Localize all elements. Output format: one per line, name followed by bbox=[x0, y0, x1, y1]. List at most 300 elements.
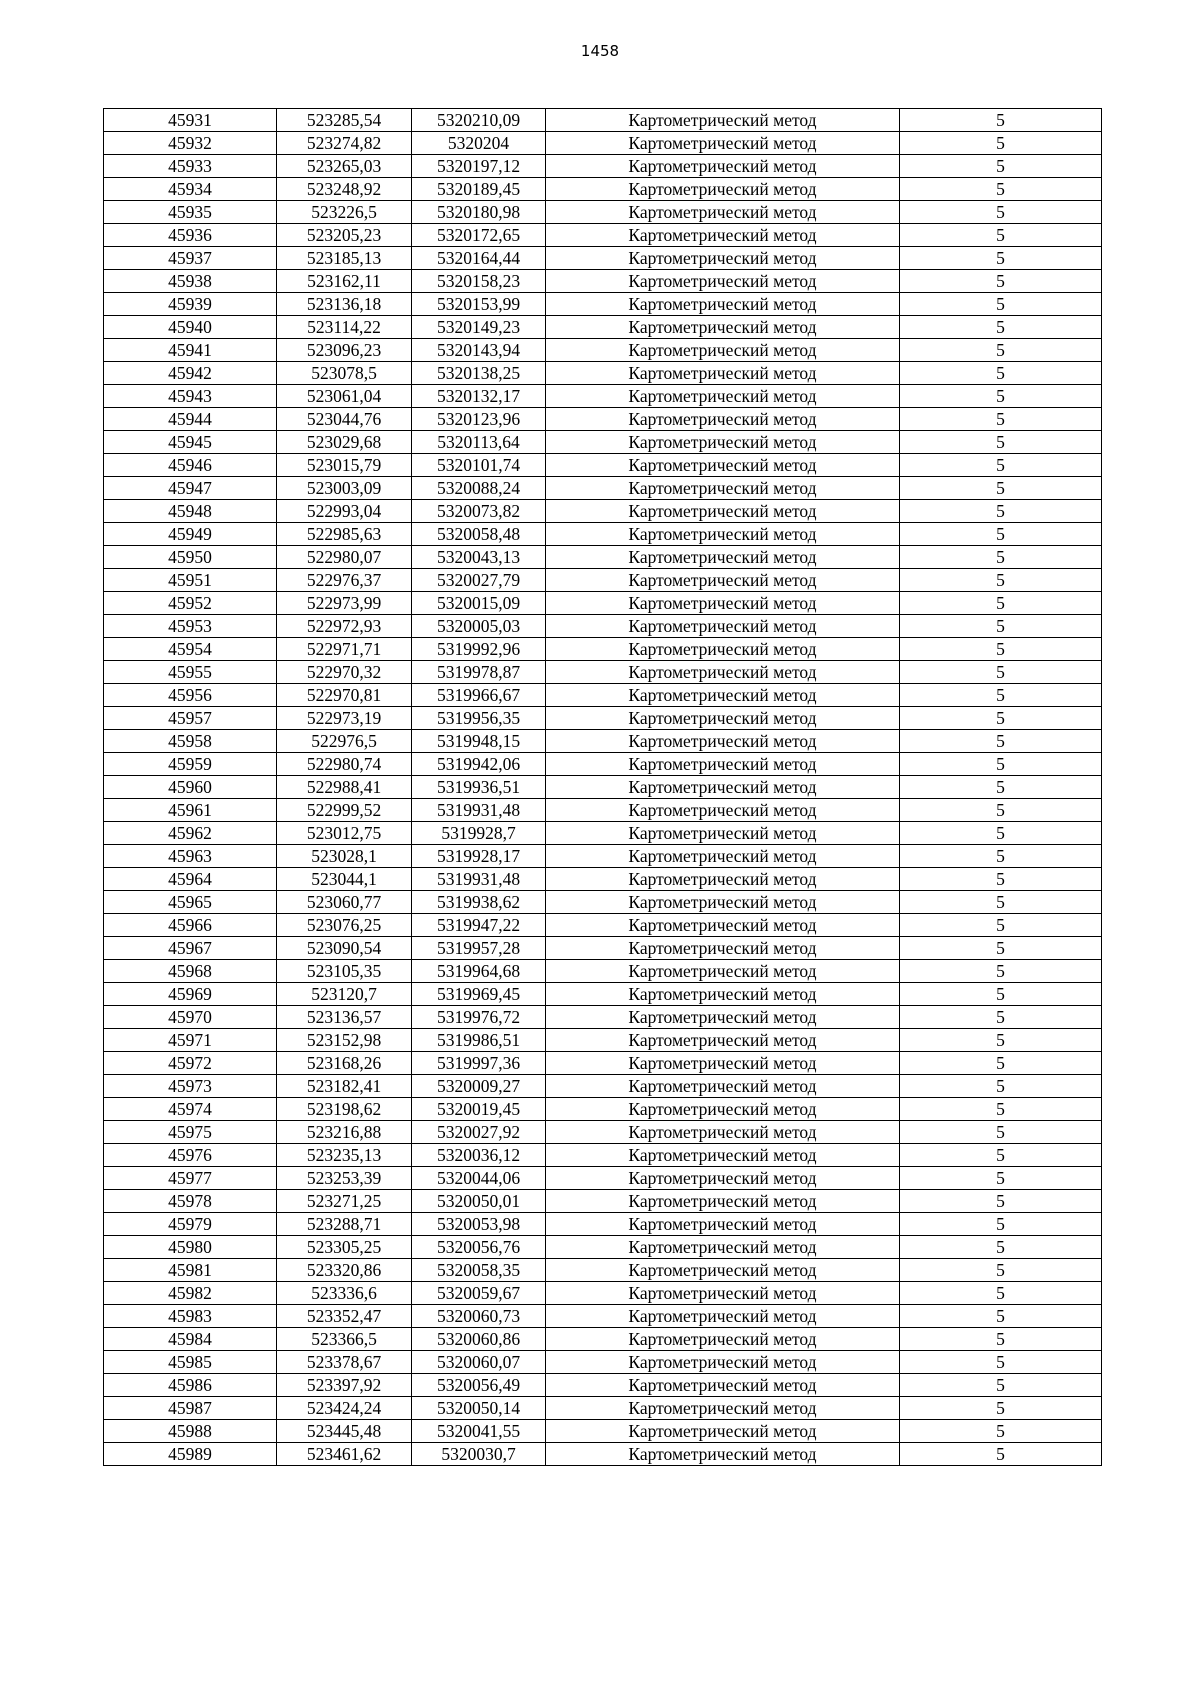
accuracy-cell: 5 bbox=[900, 960, 1102, 983]
table-row bbox=[104, 753, 1102, 776]
table-row bbox=[104, 477, 1102, 500]
table-row bbox=[104, 408, 1102, 431]
y-coordinate-cell: 5320056,76 bbox=[412, 1236, 546, 1259]
point-number-cell: 45943 bbox=[104, 385, 277, 408]
x-coordinate-cell: 522976,37 bbox=[277, 569, 412, 592]
accuracy-cell: 5 bbox=[900, 569, 1102, 592]
method-cell: Картометрический метод bbox=[546, 1259, 900, 1282]
method-cell: Картометрический метод bbox=[546, 546, 900, 569]
y-coordinate-cell: 5320189,45 bbox=[412, 178, 546, 201]
y-coordinate-cell: 5320050,14 bbox=[412, 1397, 546, 1420]
accuracy-cell: 5 bbox=[900, 1305, 1102, 1328]
method-cell: Картометрический метод bbox=[546, 1374, 900, 1397]
accuracy-cell: 5 bbox=[900, 1190, 1102, 1213]
accuracy-cell: 5 bbox=[900, 477, 1102, 500]
accuracy-cell: 5 bbox=[900, 983, 1102, 1006]
y-coordinate-cell: 5320153,99 bbox=[412, 293, 546, 316]
method-cell: Картометрический метод bbox=[546, 776, 900, 799]
y-coordinate-cell: 5320036,12 bbox=[412, 1144, 546, 1167]
point-number-cell: 45942 bbox=[104, 362, 277, 385]
y-coordinate-cell: 5320138,25 bbox=[412, 362, 546, 385]
table-row bbox=[104, 960, 1102, 983]
point-number-cell: 45935 bbox=[104, 201, 277, 224]
table-row bbox=[104, 1213, 1102, 1236]
x-coordinate-cell: 523336,6 bbox=[277, 1282, 412, 1305]
accuracy-cell: 5 bbox=[900, 339, 1102, 362]
table-row bbox=[104, 385, 1102, 408]
method-cell: Картометрический метод bbox=[546, 339, 900, 362]
table-row bbox=[104, 339, 1102, 362]
accuracy-cell: 5 bbox=[900, 178, 1102, 201]
point-number-cell: 45956 bbox=[104, 684, 277, 707]
method-cell: Картометрический метод bbox=[546, 1167, 900, 1190]
point-number-cell: 45987 bbox=[104, 1397, 277, 1420]
table-row bbox=[104, 592, 1102, 615]
table-row bbox=[104, 730, 1102, 753]
coordinates-table-body bbox=[104, 109, 1102, 1466]
point-number-cell: 45958 bbox=[104, 730, 277, 753]
point-number-cell: 45985 bbox=[104, 1351, 277, 1374]
point-number-cell: 45931 bbox=[104, 109, 277, 132]
x-coordinate-cell: 523248,92 bbox=[277, 178, 412, 201]
method-cell: Картометрический метод bbox=[546, 1029, 900, 1052]
y-coordinate-cell: 5320158,23 bbox=[412, 270, 546, 293]
accuracy-cell: 5 bbox=[900, 799, 1102, 822]
y-coordinate-cell: 5319992,96 bbox=[412, 638, 546, 661]
y-coordinate-cell: 5320210,09 bbox=[412, 109, 546, 132]
table-row bbox=[104, 1075, 1102, 1098]
page-number: 1458 bbox=[580, 42, 620, 60]
accuracy-cell: 5 bbox=[900, 1420, 1102, 1443]
accuracy-cell: 5 bbox=[900, 684, 1102, 707]
x-coordinate-cell: 523288,71 bbox=[277, 1213, 412, 1236]
accuracy-cell: 5 bbox=[900, 1098, 1102, 1121]
y-coordinate-cell: 5319931,48 bbox=[412, 799, 546, 822]
point-number-cell: 45964 bbox=[104, 868, 277, 891]
method-cell: Картометрический метод bbox=[546, 868, 900, 891]
point-number-cell: 45986 bbox=[104, 1374, 277, 1397]
x-coordinate-cell: 523352,47 bbox=[277, 1305, 412, 1328]
x-coordinate-cell: 523185,13 bbox=[277, 247, 412, 270]
method-cell: Картометрический метод bbox=[546, 799, 900, 822]
x-coordinate-cell: 522976,5 bbox=[277, 730, 412, 753]
y-coordinate-cell: 5320015,09 bbox=[412, 592, 546, 615]
method-cell: Картометрический метод bbox=[546, 1328, 900, 1351]
method-cell: Картометрический метод bbox=[546, 1190, 900, 1213]
accuracy-cell: 5 bbox=[900, 914, 1102, 937]
x-coordinate-cell: 523044,1 bbox=[277, 868, 412, 891]
table-row bbox=[104, 799, 1102, 822]
method-cell: Картометрический метод bbox=[546, 937, 900, 960]
x-coordinate-cell: 523285,54 bbox=[277, 109, 412, 132]
point-number-cell: 45965 bbox=[104, 891, 277, 914]
y-coordinate-cell: 5320005,03 bbox=[412, 615, 546, 638]
method-cell: Картометрический метод bbox=[546, 1121, 900, 1144]
x-coordinate-cell: 523096,23 bbox=[277, 339, 412, 362]
x-coordinate-cell: 522980,07 bbox=[277, 546, 412, 569]
y-coordinate-cell: 5320197,12 bbox=[412, 155, 546, 178]
method-cell: Картометрический метод bbox=[546, 615, 900, 638]
point-number-cell: 45981 bbox=[104, 1259, 277, 1282]
method-cell: Картометрический метод bbox=[546, 914, 900, 937]
y-coordinate-cell: 5320056,49 bbox=[412, 1374, 546, 1397]
x-coordinate-cell: 523205,23 bbox=[277, 224, 412, 247]
table-row bbox=[104, 1374, 1102, 1397]
method-cell: Картометрический метод bbox=[546, 247, 900, 270]
table-row bbox=[104, 569, 1102, 592]
method-cell: Картометрический метод bbox=[546, 523, 900, 546]
y-coordinate-cell: 5319978,87 bbox=[412, 661, 546, 684]
method-cell: Картометрический метод bbox=[546, 960, 900, 983]
accuracy-cell: 5 bbox=[900, 1121, 1102, 1144]
method-cell: Картометрический метод bbox=[546, 362, 900, 385]
point-number-cell: 45973 bbox=[104, 1075, 277, 1098]
y-coordinate-cell: 5320164,44 bbox=[412, 247, 546, 270]
accuracy-cell: 5 bbox=[900, 1075, 1102, 1098]
x-coordinate-cell: 522973,99 bbox=[277, 592, 412, 615]
y-coordinate-cell: 5320060,86 bbox=[412, 1328, 546, 1351]
table-row bbox=[104, 1006, 1102, 1029]
table-row bbox=[104, 224, 1102, 247]
x-coordinate-cell: 523029,68 bbox=[277, 431, 412, 454]
y-coordinate-cell: 5320149,23 bbox=[412, 316, 546, 339]
method-cell: Картометрический метод bbox=[546, 454, 900, 477]
accuracy-cell: 5 bbox=[900, 408, 1102, 431]
method-cell: Картометрический метод bbox=[546, 1098, 900, 1121]
y-coordinate-cell: 5320060,73 bbox=[412, 1305, 546, 1328]
point-number-cell: 45955 bbox=[104, 661, 277, 684]
accuracy-cell: 5 bbox=[900, 1443, 1102, 1466]
method-cell: Картометрический метод bbox=[546, 1144, 900, 1167]
table-row bbox=[104, 293, 1102, 316]
x-coordinate-cell: 523152,98 bbox=[277, 1029, 412, 1052]
x-coordinate-cell: 522993,04 bbox=[277, 500, 412, 523]
table-row bbox=[104, 1259, 1102, 1282]
y-coordinate-cell: 5319969,45 bbox=[412, 983, 546, 1006]
point-number-cell: 45966 bbox=[104, 914, 277, 937]
method-cell: Картометрический метод bbox=[546, 385, 900, 408]
table-row bbox=[104, 707, 1102, 730]
point-number-cell: 45974 bbox=[104, 1098, 277, 1121]
point-number-cell: 45972 bbox=[104, 1052, 277, 1075]
point-number-cell: 45949 bbox=[104, 523, 277, 546]
table-row bbox=[104, 201, 1102, 224]
y-coordinate-cell: 5320058,35 bbox=[412, 1259, 546, 1282]
x-coordinate-cell: 523271,25 bbox=[277, 1190, 412, 1213]
method-cell: Картометрический метод bbox=[546, 224, 900, 247]
y-coordinate-cell: 5319966,67 bbox=[412, 684, 546, 707]
point-number-cell: 45944 bbox=[104, 408, 277, 431]
point-number-cell: 45959 bbox=[104, 753, 277, 776]
accuracy-cell: 5 bbox=[900, 201, 1102, 224]
x-coordinate-cell: 523012,75 bbox=[277, 822, 412, 845]
table-row bbox=[104, 1282, 1102, 1305]
x-coordinate-cell: 523060,77 bbox=[277, 891, 412, 914]
point-number-cell: 45969 bbox=[104, 983, 277, 1006]
y-coordinate-cell: 5320043,13 bbox=[412, 546, 546, 569]
x-coordinate-cell: 523235,13 bbox=[277, 1144, 412, 1167]
method-cell: Картометрический метод bbox=[546, 1213, 900, 1236]
accuracy-cell: 5 bbox=[900, 155, 1102, 178]
table-row bbox=[104, 523, 1102, 546]
method-cell: Картометрический метод bbox=[546, 1052, 900, 1075]
accuracy-cell: 5 bbox=[900, 1236, 1102, 1259]
point-number-cell: 45950 bbox=[104, 546, 277, 569]
y-coordinate-cell: 5320132,17 bbox=[412, 385, 546, 408]
y-coordinate-cell: 5320041,55 bbox=[412, 1420, 546, 1443]
accuracy-cell: 5 bbox=[900, 753, 1102, 776]
method-cell: Картометрический метод bbox=[546, 408, 900, 431]
table-row bbox=[104, 891, 1102, 914]
coordinates-table bbox=[103, 108, 1102, 1466]
method-cell: Картометрический метод bbox=[546, 178, 900, 201]
table-row bbox=[104, 132, 1102, 155]
x-coordinate-cell: 522970,81 bbox=[277, 684, 412, 707]
accuracy-cell: 5 bbox=[900, 500, 1102, 523]
table-row bbox=[104, 1305, 1102, 1328]
table-row bbox=[104, 1443, 1102, 1466]
table-row bbox=[104, 914, 1102, 937]
point-number-cell: 45961 bbox=[104, 799, 277, 822]
table-row bbox=[104, 822, 1102, 845]
accuracy-cell: 5 bbox=[900, 523, 1102, 546]
table-row bbox=[104, 868, 1102, 891]
accuracy-cell: 5 bbox=[900, 247, 1102, 270]
x-coordinate-cell: 522985,63 bbox=[277, 523, 412, 546]
y-coordinate-cell: 5319997,36 bbox=[412, 1052, 546, 1075]
y-coordinate-cell: 5319957,28 bbox=[412, 937, 546, 960]
y-coordinate-cell: 5319931,48 bbox=[412, 868, 546, 891]
table-row bbox=[104, 1121, 1102, 1144]
x-coordinate-cell: 523028,1 bbox=[277, 845, 412, 868]
accuracy-cell: 5 bbox=[900, 592, 1102, 615]
y-coordinate-cell: 5320143,94 bbox=[412, 339, 546, 362]
x-coordinate-cell: 522999,52 bbox=[277, 799, 412, 822]
method-cell: Картометрический метод bbox=[546, 1075, 900, 1098]
method-cell: Картометрический метод bbox=[546, 1420, 900, 1443]
table-row bbox=[104, 316, 1102, 339]
table-row bbox=[104, 1328, 1102, 1351]
y-coordinate-cell: 5319948,15 bbox=[412, 730, 546, 753]
accuracy-cell: 5 bbox=[900, 1167, 1102, 1190]
method-cell: Картометрический метод bbox=[546, 1236, 900, 1259]
accuracy-cell: 5 bbox=[900, 1029, 1102, 1052]
table-row bbox=[104, 546, 1102, 569]
point-number-cell: 45989 bbox=[104, 1443, 277, 1466]
table-row bbox=[104, 454, 1102, 477]
table-row bbox=[104, 1029, 1102, 1052]
y-coordinate-cell: 5320058,48 bbox=[412, 523, 546, 546]
table-row bbox=[104, 178, 1102, 201]
accuracy-cell: 5 bbox=[900, 638, 1102, 661]
x-coordinate-cell: 523445,48 bbox=[277, 1420, 412, 1443]
method-cell: Картометрический метод bbox=[546, 109, 900, 132]
table-row bbox=[104, 983, 1102, 1006]
method-cell: Картометрический метод bbox=[546, 477, 900, 500]
x-coordinate-cell: 523366,5 bbox=[277, 1328, 412, 1351]
point-number-cell: 45932 bbox=[104, 132, 277, 155]
method-cell: Картометрический метод bbox=[546, 684, 900, 707]
point-number-cell: 45975 bbox=[104, 1121, 277, 1144]
accuracy-cell: 5 bbox=[900, 661, 1102, 684]
accuracy-cell: 5 bbox=[900, 1006, 1102, 1029]
method-cell: Картометрический метод bbox=[546, 1305, 900, 1328]
y-coordinate-cell: 5319964,68 bbox=[412, 960, 546, 983]
table-row bbox=[104, 1098, 1102, 1121]
point-number-cell: 45983 bbox=[104, 1305, 277, 1328]
accuracy-cell: 5 bbox=[900, 1374, 1102, 1397]
method-cell: Картометрический метод bbox=[546, 983, 900, 1006]
point-number-cell: 45976 bbox=[104, 1144, 277, 1167]
accuracy-cell: 5 bbox=[900, 224, 1102, 247]
method-cell: Картометрический метод bbox=[546, 822, 900, 845]
x-coordinate-cell: 523265,03 bbox=[277, 155, 412, 178]
y-coordinate-cell: 5319986,51 bbox=[412, 1029, 546, 1052]
method-cell: Картометрический метод bbox=[546, 661, 900, 684]
accuracy-cell: 5 bbox=[900, 132, 1102, 155]
x-coordinate-cell: 523114,22 bbox=[277, 316, 412, 339]
method-cell: Картометрический метод bbox=[546, 845, 900, 868]
y-coordinate-cell: 5320027,79 bbox=[412, 569, 546, 592]
table-row bbox=[104, 845, 1102, 868]
point-number-cell: 45945 bbox=[104, 431, 277, 454]
method-cell: Картометрический метод bbox=[546, 132, 900, 155]
x-coordinate-cell: 522970,32 bbox=[277, 661, 412, 684]
x-coordinate-cell: 523397,92 bbox=[277, 1374, 412, 1397]
y-coordinate-cell: 5320113,64 bbox=[412, 431, 546, 454]
y-coordinate-cell: 5320050,01 bbox=[412, 1190, 546, 1213]
accuracy-cell: 5 bbox=[900, 1259, 1102, 1282]
accuracy-cell: 5 bbox=[900, 868, 1102, 891]
table-row bbox=[104, 638, 1102, 661]
method-cell: Картометрический метод bbox=[546, 270, 900, 293]
x-coordinate-cell: 522988,41 bbox=[277, 776, 412, 799]
table-row bbox=[104, 1420, 1102, 1443]
table-row bbox=[104, 1144, 1102, 1167]
method-cell: Картометрический метод bbox=[546, 730, 900, 753]
method-cell: Картометрический метод bbox=[546, 1443, 900, 1466]
point-number-cell: 45967 bbox=[104, 937, 277, 960]
x-coordinate-cell: 523136,18 bbox=[277, 293, 412, 316]
method-cell: Картометрический метод bbox=[546, 293, 900, 316]
accuracy-cell: 5 bbox=[900, 776, 1102, 799]
x-coordinate-cell: 522973,19 bbox=[277, 707, 412, 730]
x-coordinate-cell: 523076,25 bbox=[277, 914, 412, 937]
table-row bbox=[104, 661, 1102, 684]
table-row bbox=[104, 1236, 1102, 1259]
method-cell: Картометрический метод bbox=[546, 155, 900, 178]
method-cell: Картометрический метод bbox=[546, 431, 900, 454]
point-number-cell: 45963 bbox=[104, 845, 277, 868]
table-row bbox=[104, 247, 1102, 270]
table-row bbox=[104, 500, 1102, 523]
accuracy-cell: 5 bbox=[900, 1144, 1102, 1167]
method-cell: Картометрический метод bbox=[546, 1006, 900, 1029]
x-coordinate-cell: 523090,54 bbox=[277, 937, 412, 960]
accuracy-cell: 5 bbox=[900, 1282, 1102, 1305]
y-coordinate-cell: 5320088,24 bbox=[412, 477, 546, 500]
x-coordinate-cell: 523378,67 bbox=[277, 1351, 412, 1374]
accuracy-cell: 5 bbox=[900, 293, 1102, 316]
point-number-cell: 45971 bbox=[104, 1029, 277, 1052]
method-cell: Картометрический метод bbox=[546, 638, 900, 661]
y-coordinate-cell: 5320019,45 bbox=[412, 1098, 546, 1121]
accuracy-cell: 5 bbox=[900, 1328, 1102, 1351]
y-coordinate-cell: 5320204 bbox=[412, 132, 546, 155]
table-row bbox=[104, 362, 1102, 385]
table-row bbox=[104, 1052, 1102, 1075]
accuracy-cell: 5 bbox=[900, 1052, 1102, 1075]
accuracy-cell: 5 bbox=[900, 707, 1102, 730]
x-coordinate-cell: 523044,76 bbox=[277, 408, 412, 431]
accuracy-cell: 5 bbox=[900, 316, 1102, 339]
y-coordinate-cell: 5319928,17 bbox=[412, 845, 546, 868]
y-coordinate-cell: 5320059,67 bbox=[412, 1282, 546, 1305]
y-coordinate-cell: 5320180,98 bbox=[412, 201, 546, 224]
point-number-cell: 45960 bbox=[104, 776, 277, 799]
y-coordinate-cell: 5320053,98 bbox=[412, 1213, 546, 1236]
point-number-cell: 45984 bbox=[104, 1328, 277, 1351]
x-coordinate-cell: 522971,71 bbox=[277, 638, 412, 661]
accuracy-cell: 5 bbox=[900, 385, 1102, 408]
x-coordinate-cell: 523078,5 bbox=[277, 362, 412, 385]
y-coordinate-cell: 5319956,35 bbox=[412, 707, 546, 730]
point-number-cell: 45970 bbox=[104, 1006, 277, 1029]
accuracy-cell: 5 bbox=[900, 431, 1102, 454]
method-cell: Картометрический метод bbox=[546, 1282, 900, 1305]
point-number-cell: 45988 bbox=[104, 1420, 277, 1443]
point-number-cell: 45933 bbox=[104, 155, 277, 178]
point-number-cell: 45954 bbox=[104, 638, 277, 661]
x-coordinate-cell: 522980,74 bbox=[277, 753, 412, 776]
table-row bbox=[104, 776, 1102, 799]
table-row bbox=[104, 937, 1102, 960]
x-coordinate-cell: 523226,5 bbox=[277, 201, 412, 224]
point-number-cell: 45941 bbox=[104, 339, 277, 362]
point-number-cell: 45957 bbox=[104, 707, 277, 730]
table-row bbox=[104, 270, 1102, 293]
point-number-cell: 45953 bbox=[104, 615, 277, 638]
x-coordinate-cell: 523061,04 bbox=[277, 385, 412, 408]
method-cell: Картометрический метод bbox=[546, 201, 900, 224]
point-number-cell: 45940 bbox=[104, 316, 277, 339]
y-coordinate-cell: 5320172,65 bbox=[412, 224, 546, 247]
table-row bbox=[104, 684, 1102, 707]
accuracy-cell: 5 bbox=[900, 730, 1102, 753]
accuracy-cell: 5 bbox=[900, 362, 1102, 385]
accuracy-cell: 5 bbox=[900, 109, 1102, 132]
accuracy-cell: 5 bbox=[900, 1351, 1102, 1374]
point-number-cell: 45968 bbox=[104, 960, 277, 983]
point-number-cell: 45939 bbox=[104, 293, 277, 316]
table-row bbox=[104, 1190, 1102, 1213]
x-coordinate-cell: 523003,09 bbox=[277, 477, 412, 500]
accuracy-cell: 5 bbox=[900, 546, 1102, 569]
point-number-cell: 45962 bbox=[104, 822, 277, 845]
x-coordinate-cell: 523120,7 bbox=[277, 983, 412, 1006]
point-number-cell: 45952 bbox=[104, 592, 277, 615]
accuracy-cell: 5 bbox=[900, 615, 1102, 638]
accuracy-cell: 5 bbox=[900, 845, 1102, 868]
table-row bbox=[104, 109, 1102, 132]
method-cell: Картометрический метод bbox=[546, 1397, 900, 1420]
accuracy-cell: 5 bbox=[900, 1397, 1102, 1420]
x-coordinate-cell: 523274,82 bbox=[277, 132, 412, 155]
y-coordinate-cell: 5319936,51 bbox=[412, 776, 546, 799]
table-row bbox=[104, 155, 1102, 178]
x-coordinate-cell: 523136,57 bbox=[277, 1006, 412, 1029]
table-row bbox=[104, 1397, 1102, 1420]
